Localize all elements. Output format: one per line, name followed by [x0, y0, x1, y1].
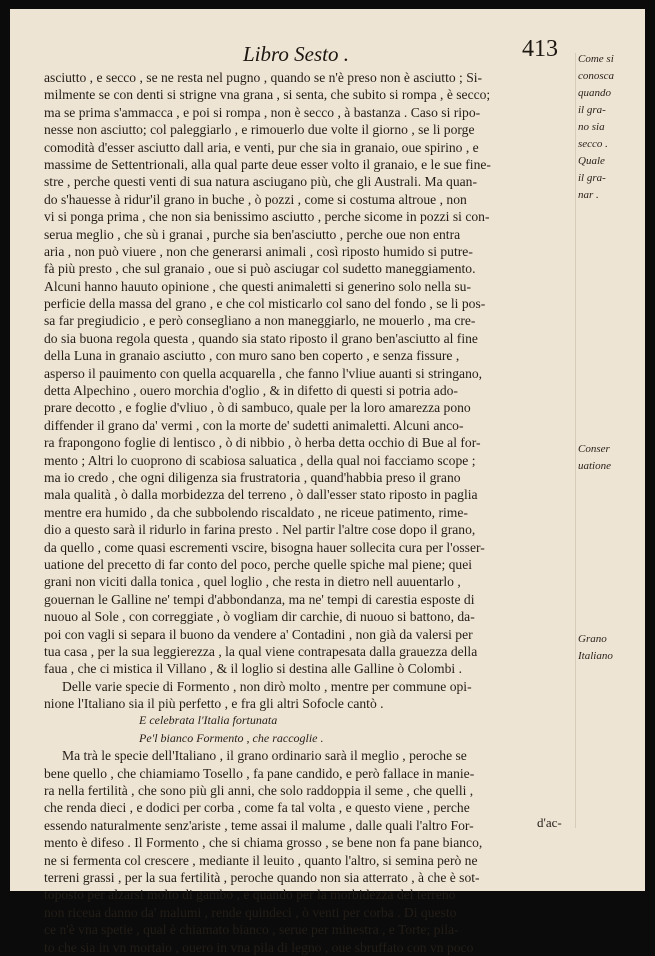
- text-line: ra nella fertilità , che sono più gli anni, che solo raddoppia il seme , che quelli ,: [44, 783, 474, 799]
- text-line: prare decotto , e foglie d'vliuo , ò di sambuco, quale per la loro amarezza pono: [44, 400, 471, 416]
- text-line: massime de Settentrionali, alla qual parte deue esser volto il granaio, e le sue fine-: [44, 156, 491, 172]
- text-line: comodità d'esser asciutto dall aria, e venti, pur che sia in granaio, oue spirino , e: [44, 139, 479, 155]
- text-line: bene quello , che chiamiamo Tosello , fa pane candido, e però fallace in manie-: [44, 765, 475, 781]
- text-line: grani non viciti dalla tonica , quel loglio , che resta in dietro nell auuentarlo ,: [44, 574, 461, 590]
- text-line: essendo naturalmente senz'ariste , teme assai il malume , dalle quali l'altro For-: [44, 817, 474, 833]
- text-line: ma io credo , che ogni diligenza sia frustratoria , quand'habbia preso il grano: [44, 469, 461, 485]
- text-line: fà più presto , che sul granaio , oue si può asciugar col sudetto maneggiamento.: [44, 261, 476, 277]
- text-line: ce n'è vna spetie , qual è chiamato bianco , serue per minestra , e Torte; pila-: [44, 922, 459, 938]
- text-line: faua , che ci mistica il Villano , & il loglio si destina alle Galline ò Colombi .: [44, 661, 462, 677]
- page-number: 413: [522, 36, 558, 62]
- text-line: non riceua danno da' malumi , rende quindeci , ò venti per corba . Di questo: [44, 904, 457, 920]
- text-line: poi con vagli si separa il buono da vendere a' Contadini , non già da valersi per: [44, 626, 473, 642]
- text-line: to che sia in vn mortaio , ouero in vna pila di legno , oue sbruffato con vn poco: [44, 939, 474, 955]
- text-line: serua meglio , che sù i granai , purche sia ben'asciutto , perche oue non entra: [44, 226, 461, 242]
- text-line: toposto per alzarsi molto di gambo , e quando per la morbidezza del terreno: [44, 887, 456, 903]
- margin-note-line: quando: [578, 87, 611, 99]
- body-text: [44, 69, 571, 956]
- text-line: uatione del precetto di far conto del poco, perche quelle spiche mal piene; quei: [44, 556, 473, 572]
- text-line: nuouo al Sole , con correggiate , ò vogliam dir carchie, di nuouo si battono, da-: [44, 609, 475, 625]
- margin-note-line: Quale: [578, 155, 605, 167]
- text-line: asciutto , e secco , se ne resta nel pugno , quando se n'è preso non è asciutto ; Si-: [44, 70, 483, 85]
- text-line: che renda dieci , e dodici per corba , come fa tal volta , e questo viene , perche: [44, 800, 470, 816]
- text-line: mento ; Altri lo cuoprono di scabiosa saluatica , della qual noi facciamo scope ;: [44, 452, 476, 468]
- margin-note-line: conosca: [578, 70, 615, 82]
- text-line: mala qualità , ò dalla morbidezza del terreno , ò dall'esser stato riposto in paglia: [44, 487, 478, 503]
- text-line: stre , perche questi venti di sua natura asciugano più, che gli Australi. Ma quan-: [44, 174, 477, 190]
- text-line: sa far pregiudicio , e però consegliano a non maneggiarlo, ne mouerlo , ma cre-: [44, 313, 476, 329]
- text-line: Pe'l bianco Formento , che raccoglie .: [139, 730, 324, 745]
- margin-note-conservatione: [578, 441, 640, 475]
- text-line: ma se prima s'ammacca , e poi si rompa , non è secco , à bastanza . Caso si ripo-: [44, 104, 481, 120]
- book-page: [10, 9, 645, 955]
- text-line: Ma trà le specie dell'Italiano , il grano ordinario sarà il meglio , peroche se: [62, 748, 467, 764]
- running-head-title: Libro Sesto .: [243, 42, 349, 66]
- margin-note-line: Grano: [578, 633, 607, 645]
- text-line: asperso il pauimento con quella acquarella , che fanno l'vliue auanti si stringano,: [44, 365, 483, 381]
- text-line: della Luna in granaio asciutto , con muro sano ben coperto , e senza fissure ,: [44, 348, 460, 364]
- margin-note-line: Come si: [578, 53, 614, 65]
- margin-note-line: il gra-: [578, 104, 606, 116]
- text-line: terreni grassi , per la sua fertilità , peroche quando non sia atterrato , à che è sot-: [44, 869, 480, 885]
- text-line: aria , non può viuere , non che generarsi animali , così riposto humido si putre-: [44, 243, 473, 259]
- text-line: E celebrata l'Italia fortunata: [139, 713, 278, 728]
- text-line: gouernan le Galline ne' tempi d'abbondanza, ma ne' tempi di carestia esposte di: [44, 591, 475, 607]
- catchword: d'ac-: [537, 815, 562, 830]
- text-line: do sia buona regola questa , quando sia stato riposto il grano ben'asciutto al fine: [44, 330, 478, 346]
- margin-note-line: no sia: [578, 121, 605, 133]
- text-line: diffender il grano da' vermi , con la morte de' sudetti animaletti. Alcuni anco-: [44, 417, 464, 433]
- margin-note-secco: [578, 51, 640, 204]
- margin-note-line: Conser: [578, 443, 610, 455]
- text-line: Delle varie specie di Formento , non dirò molto , mentre per commune opi-: [62, 678, 472, 694]
- text-line: nesse non asciutto; col paleggiarlo , e rimouerlo due volte il giorno , se li porge: [44, 122, 475, 138]
- margin-note-line: il gra-: [578, 172, 606, 184]
- margin-note-grano-italiano: [578, 631, 640, 665]
- text-line: perficie della massa del grano , e che col misticarlo col sano del fondo , se li pos-: [44, 296, 486, 312]
- text-line: do s'hauesse à ridur'il grano in buche , ò pozzi , come si costuma altroue , non: [44, 191, 467, 207]
- margin-note-line: uatione: [578, 460, 611, 472]
- margin-note-line: nar .: [578, 189, 599, 201]
- text-line: milmente se con denti si strigne vna grana , si senta, che subito si rompa , è secco;: [44, 87, 491, 103]
- margin-note-line: Italiano: [578, 650, 613, 662]
- text-line: ra frapongono foglie di lentisco , ò di nibbio , ò herba detta occhio di Bue al for-: [44, 435, 481, 451]
- text-line: mento è difeso . Il Formento , che si chiama grosso , se bene non fa pane bianco,: [44, 835, 483, 851]
- text-line: Alcuni hanno hauuto opinione , che questi animaletti si generino solo nella su-: [44, 278, 471, 294]
- text-line: detta Alpechino , ouero morchia d'oglio , & in difetto di questi si potria ado-: [44, 383, 458, 399]
- text-line: vi si ponga prima , che non sia benissimo asciutto , perche sicome in pozzi si con-: [44, 209, 490, 225]
- text-line: ne si fermenta col crescere , mediante il leuito , quanto l'altro, si semina però ne: [44, 852, 478, 868]
- text-line: da quello , come quasi escrementi vscire, bisogna hauer sollecita cura per l'osser-: [44, 539, 485, 555]
- text-line: mentre era humido , da che subbolendo riscaldato , ne riceue patimento, rime-: [44, 504, 468, 520]
- margin-rule: [575, 53, 576, 828]
- margin-note-line: secco .: [578, 138, 608, 150]
- text-line: nione l'Italiano sia il più perfetto , e fra gli altri Sofocle cantò .: [44, 696, 384, 712]
- text-line: tua casa , per la sua leggierezza , la qual viene contrapesata dalla grauezza della: [44, 643, 478, 659]
- text-line: dio a questo sarà il ridurlo in farina presto . Nel partir l'altre cose dopo il grano,: [44, 522, 476, 538]
